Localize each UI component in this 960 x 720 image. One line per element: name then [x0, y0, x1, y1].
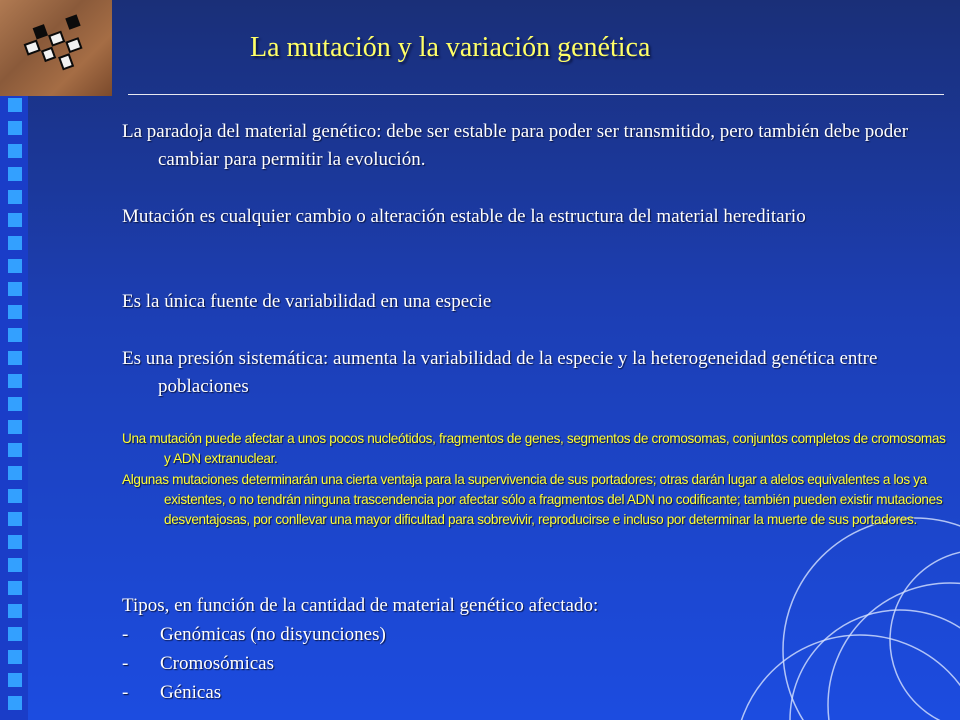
types-heading: Tipos, en función de la cantidad de material genético afectado:: [122, 595, 599, 616]
paragraph-mutation-definition: Mutación es cualquier cambio o alteración estable de la estructura del material hereditario: [122, 206, 806, 227]
paragraph-systematic-pressure: Es una presión sistemática: aumenta la variabilidad de la especie y la heterogeneidad genética entre poblaciones: [122, 348, 878, 397]
title-divider: [128, 94, 944, 95]
list-item-label: Génicas: [160, 682, 222, 703]
small-paragraph-consequences: Algunas mutaciones determinarán una cierta ventaja para la supervivencia de sus portadores; otras darán lugar a alelos equivalentes a los ya existentes, o no tendrán ninguna trascendencia por afectar sólo a fragmentos del ADN no codificante; también pueden existir mutaciones desventajosas, por conllevar una mayor dificultad para sobrevivir, reproducirse e incluso por determinar la muerte de sus portadores.: [122, 472, 943, 527]
list-dash: -: [122, 682, 129, 703]
small-paragraph-affects: Una mutación puede afectar a unos pocos nucleótidos, fragmentos de genes, segmentos de cromosomas, conjuntos completos de cromosomas y ADN extranuclear.: [122, 431, 946, 466]
list-item: [122, 679, 221, 707]
paragraph-paradox: La paradoja del material genético: debe ser estable para poder ser transmitido, pero también debe poder cambiar para permitir la evolución.: [122, 121, 909, 170]
list-item: [122, 650, 274, 678]
page-title: La mutación y la variación genética: [250, 32, 651, 63]
paragraph-variability-source: Es la única fuente de variabilidad en una especie: [122, 291, 492, 312]
list-item: [122, 621, 386, 649]
list-dash: -: [122, 653, 129, 674]
list-item-label: Cromosómicas: [160, 653, 274, 674]
list-item-label: Genómicas (no disyunciones): [160, 624, 386, 645]
list-dash: -: [122, 624, 129, 645]
